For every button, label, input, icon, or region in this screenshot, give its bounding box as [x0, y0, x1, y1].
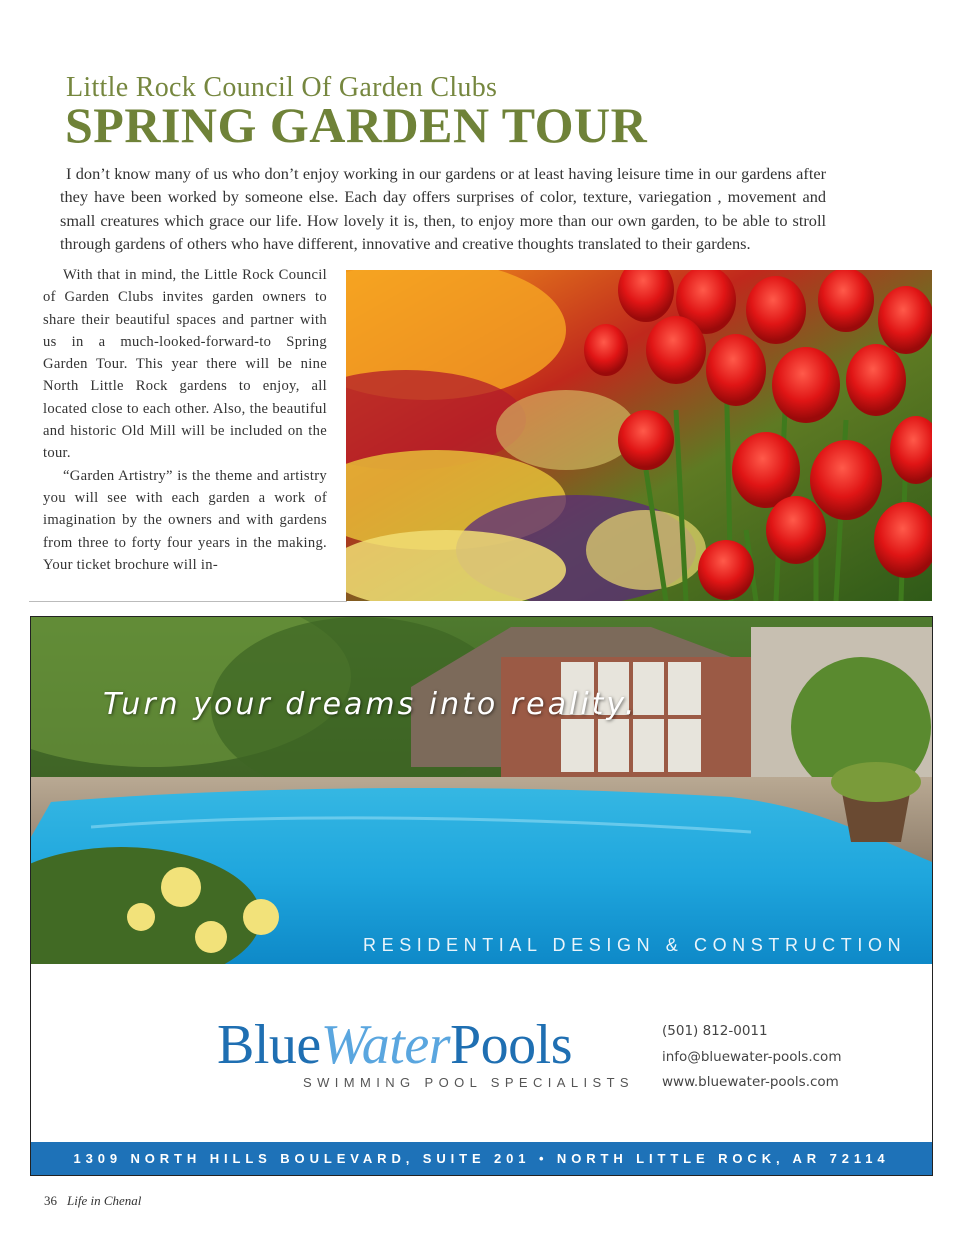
- article-kicker: Little Rock Council Of Garden Clubs: [66, 72, 498, 103]
- article-body: [43, 264, 327, 576]
- article-intro: I don’t know many of us who don’t enjoy working in our gardens or at least having leisure time in our gardens after they have been worked by someone else. Each day offers surprises of color, texture, variegation , movement and small creatures which grace our life. How lovely it is, then, to enjoy more than our own garden, to be able to stroll through gardens of others who have different, innovative and creative thoughts translated to their gardens.: [60, 164, 826, 253]
- body-paragraph: With that in mind, the Little Rock Council of Garden Clubs invites garden owners to share their beautiful spaces and partner with us in a much-looked-forward-to Spring Garden Tour. This year there will be nine North Little Rock gardens to enjoy, all located close to each other. Also, the beautiful and historic Old Mill will be included on the tour.: [43, 267, 327, 462]
- brand-word-blue: Blue: [217, 1014, 321, 1076]
- email-address[interactable]: info@bluewater-pools.com: [662, 1048, 842, 1065]
- pool-photo: [31, 617, 932, 964]
- phone-number: (501) 812-0011: [662, 1023, 768, 1039]
- address-bar: 1309 NORTH HILLS BOULEVARD, SUITE 201 • NORTH LITTLE ROCK, AR 72114: [31, 1142, 932, 1175]
- brand-word-water: Water: [320, 1014, 450, 1076]
- brand-logo: [217, 1014, 572, 1076]
- publication-name: Life in Chenal: [67, 1193, 142, 1208]
- tulip-photo: [346, 270, 932, 601]
- contact-block: [662, 1019, 841, 1096]
- brand-subtitle: SWIMMING POOL SPECIALISTS: [303, 1075, 634, 1090]
- ad-tagline: Turn your dreams into reality.: [103, 687, 638, 722]
- page-folio: [44, 1193, 141, 1209]
- body-paragraph: “Garden Artistry” is the theme and artistry you will see with each garden a work of imagination by the owners and with gardens from three to forty four years in the making. Your ticket brochure will in-: [43, 467, 327, 573]
- brand-word-pools: Pools: [449, 1014, 572, 1076]
- website-link[interactable]: www.bluewater-pools.com: [662, 1074, 839, 1090]
- article-headline: SPRING GARDEN TOUR: [65, 97, 648, 153]
- bluewater-ad: [30, 616, 933, 1176]
- page-number: 36: [44, 1193, 57, 1208]
- ad-subtitle: RESIDENTIAL DESIGN & CONSTRUCTION: [363, 935, 907, 955]
- column-rule: [29, 601, 347, 602]
